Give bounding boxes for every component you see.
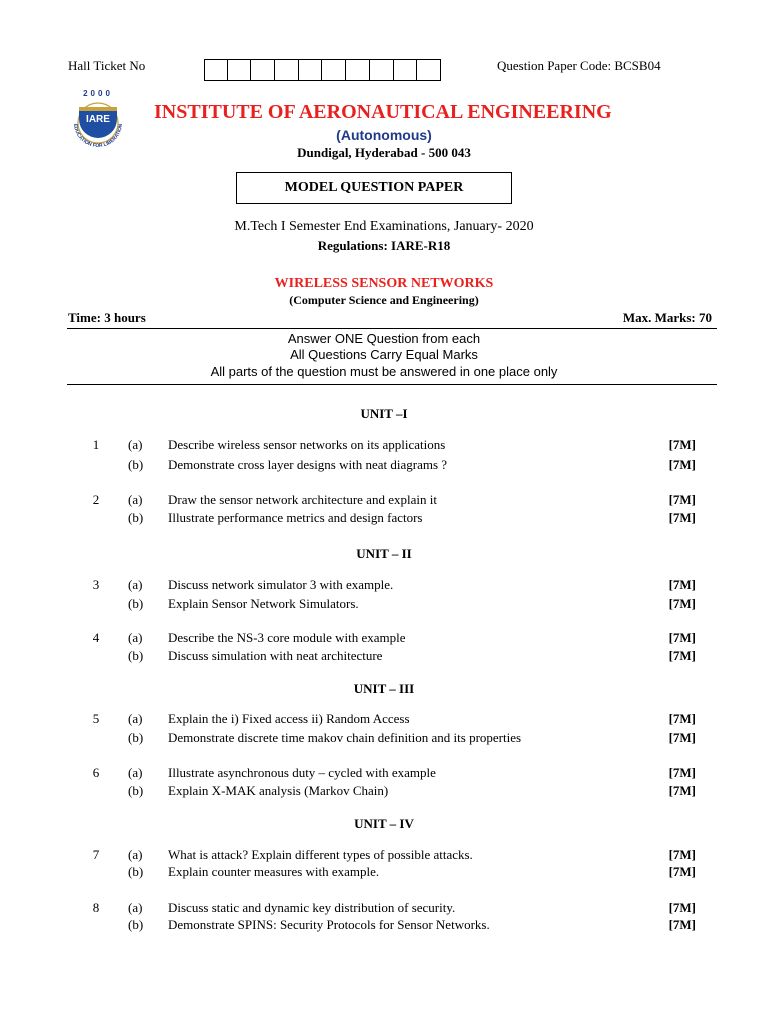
part-label: (a) <box>128 630 143 645</box>
question-marks: [7M] <box>668 917 696 932</box>
question-text: Demonstrate SPINS: Security Protocols for Sensor Networks. <box>168 917 490 932</box>
branch-name: (Computer Science and Engineering) <box>289 293 479 307</box>
hall-ticket-digit-box[interactable] <box>204 59 228 81</box>
part-label: (a) <box>128 492 143 507</box>
question-paper-code: Question Paper Code: BCSB04 <box>497 58 661 73</box>
hall-ticket-digit-box[interactable] <box>394 59 418 81</box>
institute-status: (Autonomous) <box>336 127 432 143</box>
part-label: (b) <box>128 917 144 932</box>
question-text: Explain X-MAK analysis (Markov Chain) <box>168 783 389 798</box>
exam-time: Time: 3 hours <box>68 310 146 325</box>
divider-top <box>67 328 717 329</box>
question-number: 8 <box>92 900 100 915</box>
question-marks: [7M] <box>668 900 696 915</box>
question-marks: [7M] <box>668 577 696 592</box>
logo-acronym-text: IARE <box>86 114 110 125</box>
hall-ticket-digit-box[interactable] <box>228 59 252 81</box>
question-marks: [7M] <box>668 730 696 745</box>
paper-title-box <box>236 172 512 204</box>
hall-ticket-digit-box[interactable] <box>346 59 370 81</box>
unit-heading: UNIT – II <box>356 546 412 561</box>
part-label: (a) <box>128 711 143 726</box>
question-marks: [7M] <box>668 864 696 879</box>
question-marks: [7M] <box>668 437 696 452</box>
question-marks: [7M] <box>668 492 696 507</box>
unit-heading: UNIT –I <box>360 406 408 421</box>
question-number: 6 <box>92 765 100 780</box>
instruction-line: Answer ONE Question from each <box>287 331 481 346</box>
question-number: 1 <box>92 437 100 452</box>
question-marks: [7M] <box>668 711 696 726</box>
question-number: 3 <box>92 577 100 592</box>
instruction-line: All parts of the question must be answered in one place only <box>210 364 558 379</box>
question-marks: [7M] <box>668 630 696 645</box>
question-marks: [7M] <box>668 510 696 525</box>
part-label: (a) <box>128 577 143 592</box>
max-marks: Max. Marks: 70 <box>622 310 712 325</box>
subject-title: WIRELESS SENSOR NETWORKS <box>274 276 494 291</box>
question-text: Discuss static and dynamic key distribution of security. <box>168 900 456 915</box>
hall-ticket-label: Hall Ticket No <box>68 58 146 73</box>
question-number: 5 <box>92 711 100 726</box>
question-text: Describe wireless sensor networks on its applications <box>168 437 446 452</box>
part-label: (b) <box>128 596 144 611</box>
question-marks: [7M] <box>668 765 696 780</box>
hall-ticket-digit-box[interactable] <box>275 59 299 81</box>
hall-ticket-digit-box[interactable] <box>299 59 323 81</box>
divider-bottom <box>67 384 717 385</box>
hall-ticket-digit-box[interactable] <box>370 59 394 81</box>
question-text: Illustrate asynchronous duty – cycled with example <box>168 765 436 780</box>
instruction-line: All Questions Carry Equal Marks <box>290 347 478 362</box>
question-text: Draw the sensor network architecture and explain it <box>168 492 437 507</box>
institute-name: INSTITUTE OF AERONAUTICAL ENGINEERING <box>154 101 612 123</box>
logo-year-text: 2000 <box>83 89 113 98</box>
question-number: 2 <box>92 492 100 507</box>
part-label: (b) <box>128 783 144 798</box>
svg-text:EDUCATION FOR LIBERATION: EDUCATION FOR LIBERATION <box>71 123 125 150</box>
part-label: (a) <box>128 765 143 780</box>
question-text: Discuss simulation with neat architecture <box>168 648 383 663</box>
part-label: (b) <box>128 730 144 745</box>
part-label: (b) <box>128 457 144 472</box>
question-text: Describe the NS-3 core module with example <box>168 630 406 645</box>
unit-heading: UNIT – III <box>353 681 415 696</box>
question-text: Discuss network simulator 3 with example. <box>168 577 394 592</box>
question-marks: [7M] <box>668 648 696 663</box>
question-text: Demonstrate discrete time makov chain definition and its properties <box>168 730 522 745</box>
question-text: What is attack? Explain different types of possible attacks. <box>168 847 473 862</box>
part-label: (b) <box>128 648 144 663</box>
hall-ticket-digit-box[interactable] <box>251 59 275 81</box>
hall-ticket-digit-box[interactable] <box>322 59 346 81</box>
part-label: (b) <box>128 510 144 525</box>
hall-ticket-digit-box[interactable] <box>417 59 441 81</box>
unit-heading: UNIT – IV <box>354 816 414 831</box>
question-marks: [7M] <box>668 847 696 862</box>
hall-ticket-boxes <box>204 59 441 81</box>
regulations: Regulations: IARE-R18 <box>317 238 451 253</box>
exam-line: M.Tech I Semester End Examinations, January- 2020 <box>234 219 534 234</box>
question-text: Explain the i) Fixed access ii) Random Access <box>168 711 410 726</box>
question-marks: [7M] <box>668 457 696 472</box>
part-label: (a) <box>128 847 143 862</box>
question-text: Illustrate performance metrics and design factors <box>168 510 423 525</box>
question-text: Demonstrate cross layer designs with neat diagrams ? <box>168 457 448 472</box>
part-label: (a) <box>128 437 143 452</box>
part-label: (b) <box>128 864 144 879</box>
question-text: Explain counter measures with example. <box>168 864 380 879</box>
question-number: 4 <box>92 630 100 645</box>
question-marks: [7M] <box>668 783 696 798</box>
question-text: Explain Sensor Network Simulators. <box>168 596 359 611</box>
paper-title: MODEL QUESTION PAPER <box>284 180 464 195</box>
institute-address: Dundigal, Hyderabad - 500 043 <box>297 145 471 160</box>
question-marks: [7M] <box>668 596 696 611</box>
question-number: 7 <box>92 847 100 862</box>
part-label: (a) <box>128 900 143 915</box>
